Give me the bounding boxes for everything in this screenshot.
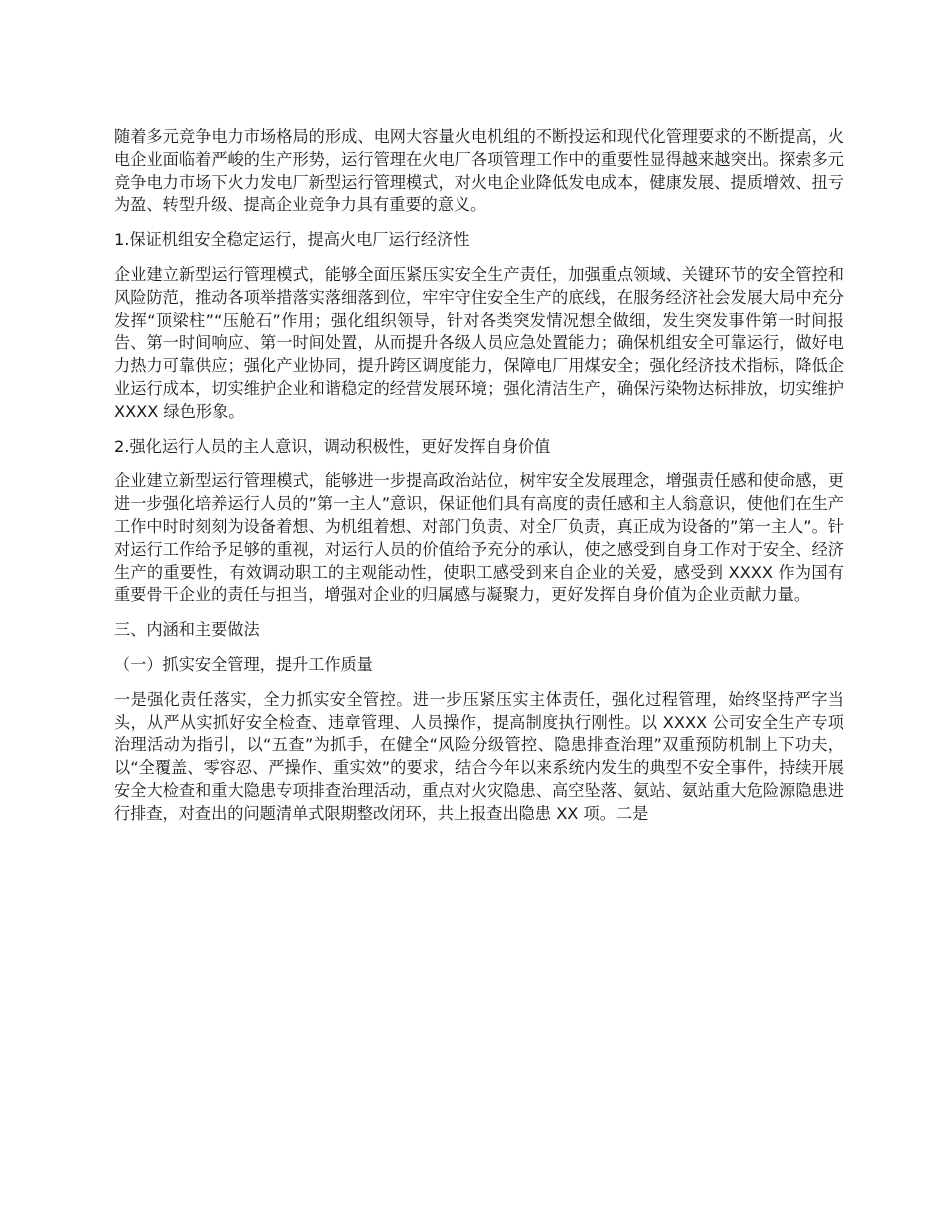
- document-body: [114, 126, 844, 838]
- paragraph-intro: 随着多元竞争电力市场格局的形成、电网大容量火电机组的不断投运和现代化管理要求的不断提高，火电企业面临着严峻的生产形势，运行管理在火电厂各项管理工作中的重要性显得越来越突出。探索多元竞争电力市场下火力发电厂新型运行管理模式，对火电企业降低发电成本，健康发展、提质增效、扭亏为盈、转型升级、提高企业竞争力具有重要的意义。: [114, 127, 844, 215]
- subsection-heading-1: （一）抓实安全管理，提升工作质量: [114, 654, 373, 674]
- paragraph-2: 企业建立新型运行管理模式，能够进一步提高政治站位，树牢安全发展理念，增强责任感和使命感，更进一步强化培养运行人员的”第一主人”意识，保证他们具有高度的责任感和主人翁意识，使他们在生产工作中时时刻刻为设备着想、为机组着想、对部门负责、对全厂负责，真正成为设备的”第一主人”。针对运行工作给予足够的重视，对运行人员的价值给予充分的承认，使之感受到自身工作对于安全、经济生产的重要性，有效调动职工的主观能动性，使职工感受到来自企业的关爱，感受到 XXXX 作为国有重要骨干企业的责任与担当，增强对企业的归属感与凝聚力，更好发挥自身价值为企业贡献力量。: [114, 471, 844, 605]
- heading-1: 1.保证机组安全稳定运行，提高火电厂运行经济性: [114, 230, 470, 250]
- paragraph-1: 企业建立新型运行管理模式，能够全面压紧压实安全生产责任，加强重点领域、关键环节的安全管控和风险防范，推动各项举措落实落细落到位，牢牢守住安全生产的底线，在服务经济社会发展大局中充分发挥“顶梁柱”“压舱石”作用；强化组织领导，针对各类突发情况想全做细，发生突发事件第一时间报告、第一时间响应、第一时间处置，从而提升各级人员应急处置能力；确保机组安全可靠运行，做好电力热力可靠供应；强化产业协同，提升跨区调度能力，保障电厂用煤安全；强化经济技术指标，降低企业运行成本，切实维护企业和谐稳定的经营发展环境；强化清洁生产，确保污染物达标排放，切实维护 XXXX 绿色形象。: [114, 264, 844, 421]
- paragraph-3: 一是强化责任落实，全力抓实安全管控。进一步压紧压实主体责任，强化过程管理，始终坚持严字当头，从严从实抓好安全检查、违章管理、人员操作，提高制度执行刚性。以 XXXX 公司安全生产专项治理活动为指引，以“五查”为抓手，在健全“风险分级管控、隐患排查治理”双重预防机制上下功夫，以“全覆盖、零容忍、严操作、重实效”的要求，结合今年以来系统内发生的典型不安全事件，持续开展安全大检查和重大隐患专项排查治理活动，重点对火灾隐患、高空坠落、氨站、氨站重大危险源隐患进行排查，对查出的问题清单式限期整改闭环，共上报查出隐患 XX 项。二是: [114, 689, 844, 823]
- section-heading-3: 三、内涵和主要做法: [114, 620, 260, 640]
- heading-2: 2.强化运行人员的主人意识，调动积极性，更好发挥自身价值: [114, 436, 551, 456]
